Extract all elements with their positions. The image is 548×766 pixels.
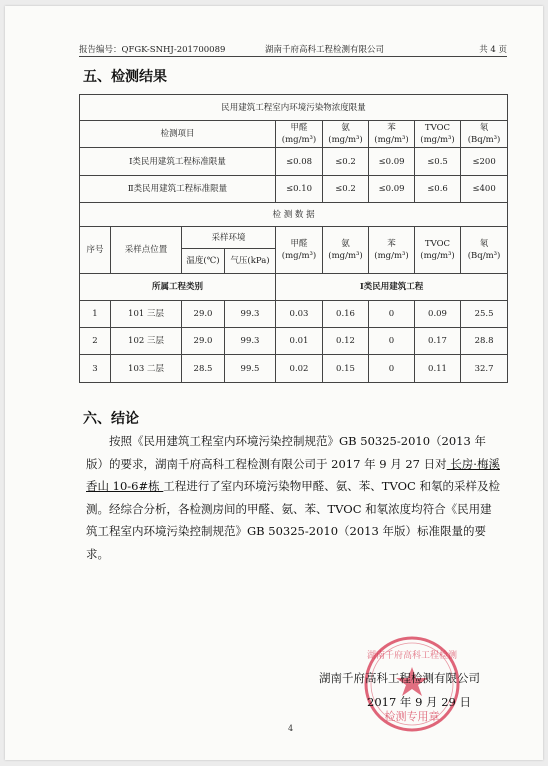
- limit-row: [80, 176, 508, 203]
- conclusion-text: 工程进行了室内环境污染物甲醛、氨、苯、TVOC 和氡的采样及检测。经综合分析，各检测房间的甲醛、氨、苯、TVOC 和氡浓度均符合《民用建筑工程室内环境污染控制规范》GB 50325-2010（2013 年版）标准限量的要求。: [86, 479, 500, 561]
- value-cell: 0.09: [415, 301, 461, 328]
- pollutant-header: 氡 (Bq/m³): [461, 227, 508, 274]
- page-number: 4: [288, 724, 294, 733]
- value-cell: 28.8: [461, 328, 508, 355]
- project-name: 长房·梅溪香山 10-6#栋: [86, 456, 500, 493]
- value-cell: 0.02: [276, 355, 323, 383]
- pollutant-header: 苯 (mg/m³): [369, 227, 415, 274]
- header-company: 湖南千府高科工程检测有限公司: [265, 45, 385, 55]
- limits-table-title: 民用建筑工程室内环境污染物浓度限量: [80, 95, 508, 121]
- value-cell: 0.17: [415, 328, 461, 355]
- pollutant-header: 苯 (mg/m³): [369, 121, 415, 148]
- results-table: [79, 94, 508, 383]
- pressure-cell: 99.5: [225, 355, 276, 383]
- item-label: 检测项目: [80, 121, 276, 148]
- location-cell: 102 三层: [111, 328, 182, 355]
- pressure-cell: 99.3: [225, 328, 276, 355]
- location-cell: 103 二层: [111, 355, 182, 383]
- pollutant-header: TVOC (mg/m³): [415, 121, 461, 148]
- value-cell: 0: [369, 328, 415, 355]
- value-cell: 0.15: [323, 355, 369, 383]
- running-header: [79, 42, 507, 57]
- limit-cell: ≤0.08: [276, 148, 323, 176]
- limit-cell: ≤0.09: [369, 176, 415, 203]
- value-cell: 25.5: [461, 301, 508, 328]
- value-cell: 0.03: [276, 301, 323, 328]
- section-5-title: 五、检测结果: [83, 69, 167, 85]
- temp-cell: 29.0: [182, 328, 225, 355]
- table-row: [80, 355, 508, 383]
- location-cell: 101 三层: [111, 301, 182, 328]
- limit-cell: ≤200: [461, 148, 508, 176]
- seq-cell: 3: [80, 355, 111, 383]
- value-cell: 0.11: [415, 355, 461, 383]
- temp-cell: 29.0: [182, 301, 225, 328]
- limit-cell: ≤0.10: [276, 176, 323, 203]
- value-cell: 0.16: [323, 301, 369, 328]
- pollutant-header: 氡 (Bq/m³): [461, 121, 508, 148]
- temp-header: 温度(℃): [182, 249, 225, 274]
- limit-cell: ≤0.2: [323, 148, 369, 176]
- limit-cell: ≤0.5: [415, 148, 461, 176]
- conclusion-text: 按照《民用建筑工程室内环境污染控制规范》GB 50325-2010（2013 年版）的要求，湖南千府高科工程检测有限公司于 2017 年 9 月 27 日对: [86, 434, 486, 471]
- total-pages: 共 4 页: [479, 45, 507, 55]
- conclusion-paragraph: [86, 430, 501, 565]
- value-cell: 0: [369, 355, 415, 383]
- section-6-title: 六、结论: [83, 411, 139, 427]
- seq-header: 序号: [80, 227, 111, 274]
- limit-cell: ≤400: [461, 176, 508, 203]
- limit-row: [80, 148, 508, 176]
- svg-text:湖南千府高科工程检测: 湖南千府高科工程检测: [366, 651, 458, 661]
- seq-cell: 2: [80, 328, 111, 355]
- table-row: [80, 301, 508, 328]
- temp-cell: 28.5: [182, 355, 225, 383]
- svg-text:检测专用章: 检测专用章: [384, 710, 440, 723]
- document-page: [5, 6, 543, 760]
- seq-cell: 1: [80, 301, 111, 328]
- value-cell: 0: [369, 301, 415, 328]
- pressure-cell: 99.3: [225, 301, 276, 328]
- table-row: [80, 328, 508, 355]
- category-label: 所属工程类别: [80, 274, 276, 301]
- report-number: 报告编号：QFGK-SNHJ-201700089: [79, 45, 226, 55]
- limit-row-label: Ⅰ类民用建筑工程标准限量: [80, 148, 276, 176]
- category-value: Ⅰ类民用建筑工程: [276, 274, 508, 301]
- value-cell: 0.12: [323, 328, 369, 355]
- value-cell: 32.7: [461, 355, 508, 383]
- value-cell: 0.01: [276, 328, 323, 355]
- limit-cell: ≤0.2: [323, 176, 369, 203]
- signature-company: 湖南千府高科工程检测有限公司: [319, 671, 480, 685]
- limit-cell: ≤0.6: [415, 176, 461, 203]
- env-header: 采样环境: [182, 227, 276, 249]
- signature-date: 2017 年 9 月 29 日: [367, 695, 471, 709]
- pollutant-header: 氨 (mg/m³): [323, 227, 369, 274]
- pressure-header: 气压(kPa): [225, 249, 276, 274]
- limit-cell: ≤0.09: [369, 148, 415, 176]
- pollutant-header: 甲醛 (mg/m³): [276, 227, 323, 274]
- pollutant-header: 氨 (mg/m³): [323, 121, 369, 148]
- data-table-title: 检 测 数 据: [80, 203, 508, 227]
- pollutant-header: TVOC (mg/m³): [415, 227, 461, 274]
- limit-row-label: Ⅱ类民用建筑工程标准限量: [80, 176, 276, 203]
- pollutant-header: 甲醛 (mg/m³): [276, 121, 323, 148]
- location-header: 采样点位置: [111, 227, 182, 274]
